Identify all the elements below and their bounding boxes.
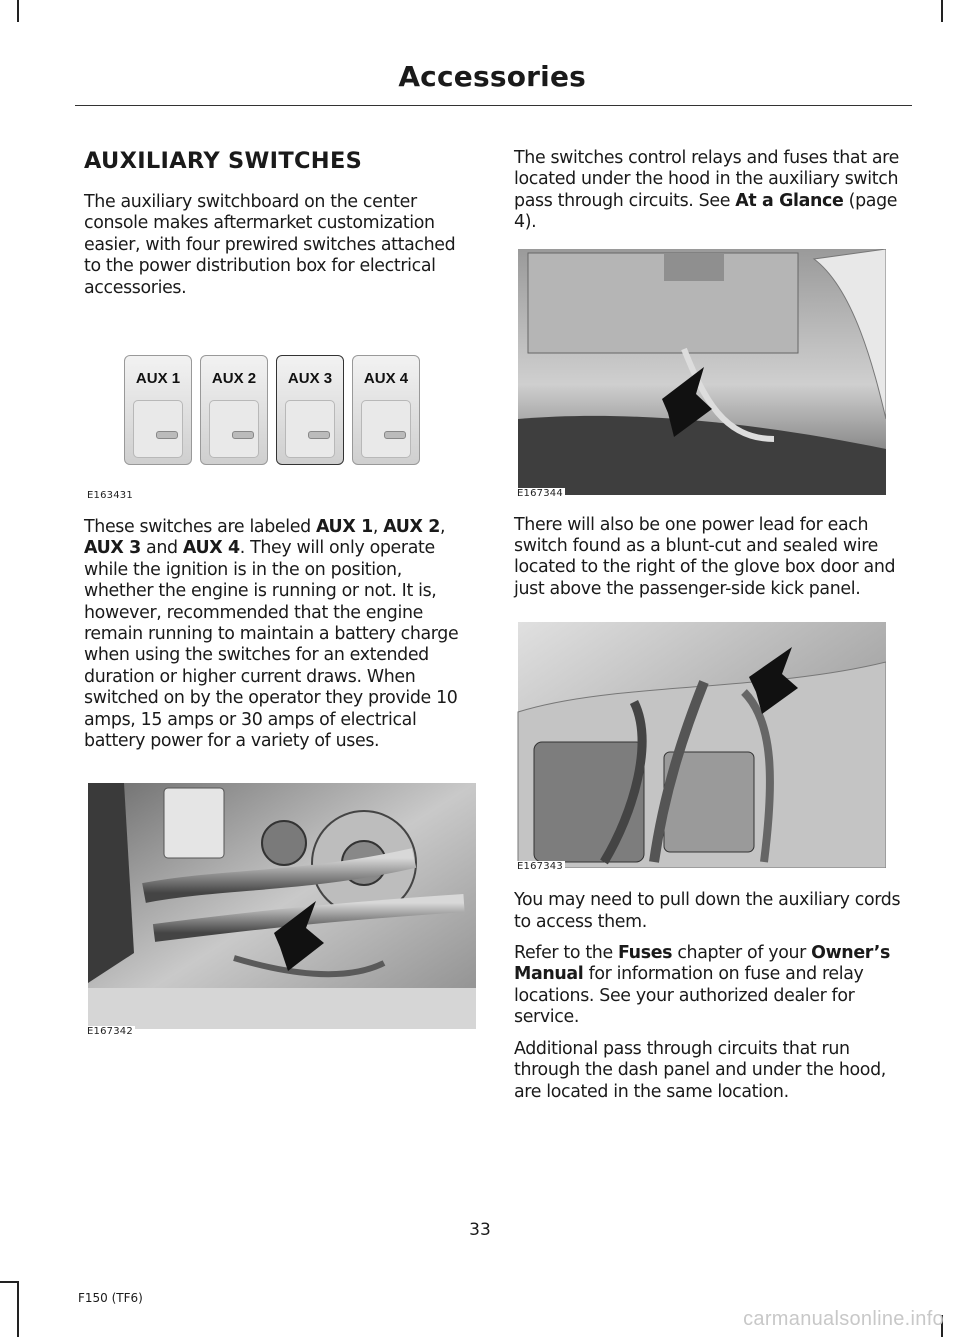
left-column: [84, 148, 476, 1037]
power-lead-paragraph: There will also be one power lead for each switch found as a blunt-cut and sealed wire located to the right of the glove box door and just above the passenger-side kick panel.: [514, 514, 896, 599]
aux2-switch-label: AUX 2: [211, 370, 257, 388]
switch-description-paragraph: These switches are labeled AUX 1, AUX 2, AUX 3 and AUX 4. They will only operate while the ignition is in the on position, whether the engine is running or not. It is, however, recommended that the engine remain running to maintain a battery charge when using the switches for an extended duration or higher current draws. When switched on by the operator they provide 10 amps, 15 amps or 30 amps of electrical battery power for a variety of uses.: [84, 517, 459, 752]
intro-paragraph: The auxiliary switchboard on the center console makes aftermarket customization easier, with four prewired switches attached to the power distribution box for electrical accessories.: [84, 192, 456, 298]
pull-down-paragraph: You may need to pull down the auxiliary cords to access them.: [514, 890, 901, 932]
aux4-switch-label: AUX 4: [363, 370, 409, 388]
figure-kick-panel: [514, 622, 906, 873]
crop-mark-bl-v: [17, 1281, 19, 1337]
fuses-reference: Fuses: [618, 943, 673, 964]
aux4-switch-illustration: [352, 355, 420, 465]
figure-glove-box-area: [514, 249, 906, 499]
watermark: carmanualsonline.info: [743, 1308, 944, 1330]
glove-box-illustration: [514, 249, 886, 495]
kick-panel-illustration: [514, 622, 886, 868]
aux3-switch-illustration: [276, 355, 344, 465]
relays-paragraph: The switches control relays and fuses that are located under the hood in the auxiliary switch pass through circuits. See At a Glance (page 4).: [514, 148, 899, 233]
owners-manual-reference: Owner’s Manual: [514, 943, 890, 985]
page-number: 33: [469, 1220, 491, 1240]
at-a-glance-reference: At a Glance: [735, 190, 844, 211]
aux1-switch-illustration: [124, 355, 192, 465]
figure-id: E167344: [517, 487, 563, 499]
aux2-switch-illustration: [200, 355, 268, 465]
fuses-reference-paragraph: Refer to the Fuses chapter of your Owner’s Manual for information on fuse and relay locations. See your authorized dealer for service.: [514, 943, 890, 1028]
model-code: F150 (TF6): [78, 1291, 143, 1305]
section-heading: AUXILIARY SWITCHES: [84, 148, 363, 174]
aux3-switch-label: AUX 3: [287, 370, 333, 388]
right-column: [514, 148, 906, 1103]
aux1-switch-label: AUX 1: [135, 370, 181, 388]
crop-mark-tr-v: [941, 0, 943, 22]
page-title: Accessories: [398, 60, 586, 93]
figure-id: E163431: [87, 490, 133, 502]
crop-mark-tl-v: [17, 0, 19, 22]
figure-engine-bay: [84, 783, 476, 1037]
figure-aux-switches: [84, 349, 476, 502]
header-divider: [75, 105, 912, 106]
figure-id: E167343: [517, 861, 563, 873]
pass-through-paragraph: Additional pass through circuits that run through the dash panel and under the hood, are located in the same location.: [514, 1038, 886, 1102]
figure-id: E167342: [87, 1025, 133, 1037]
engine-bay-illustration: [84, 783, 476, 1033]
crop-mark-bl-h: [0, 1281, 19, 1283]
